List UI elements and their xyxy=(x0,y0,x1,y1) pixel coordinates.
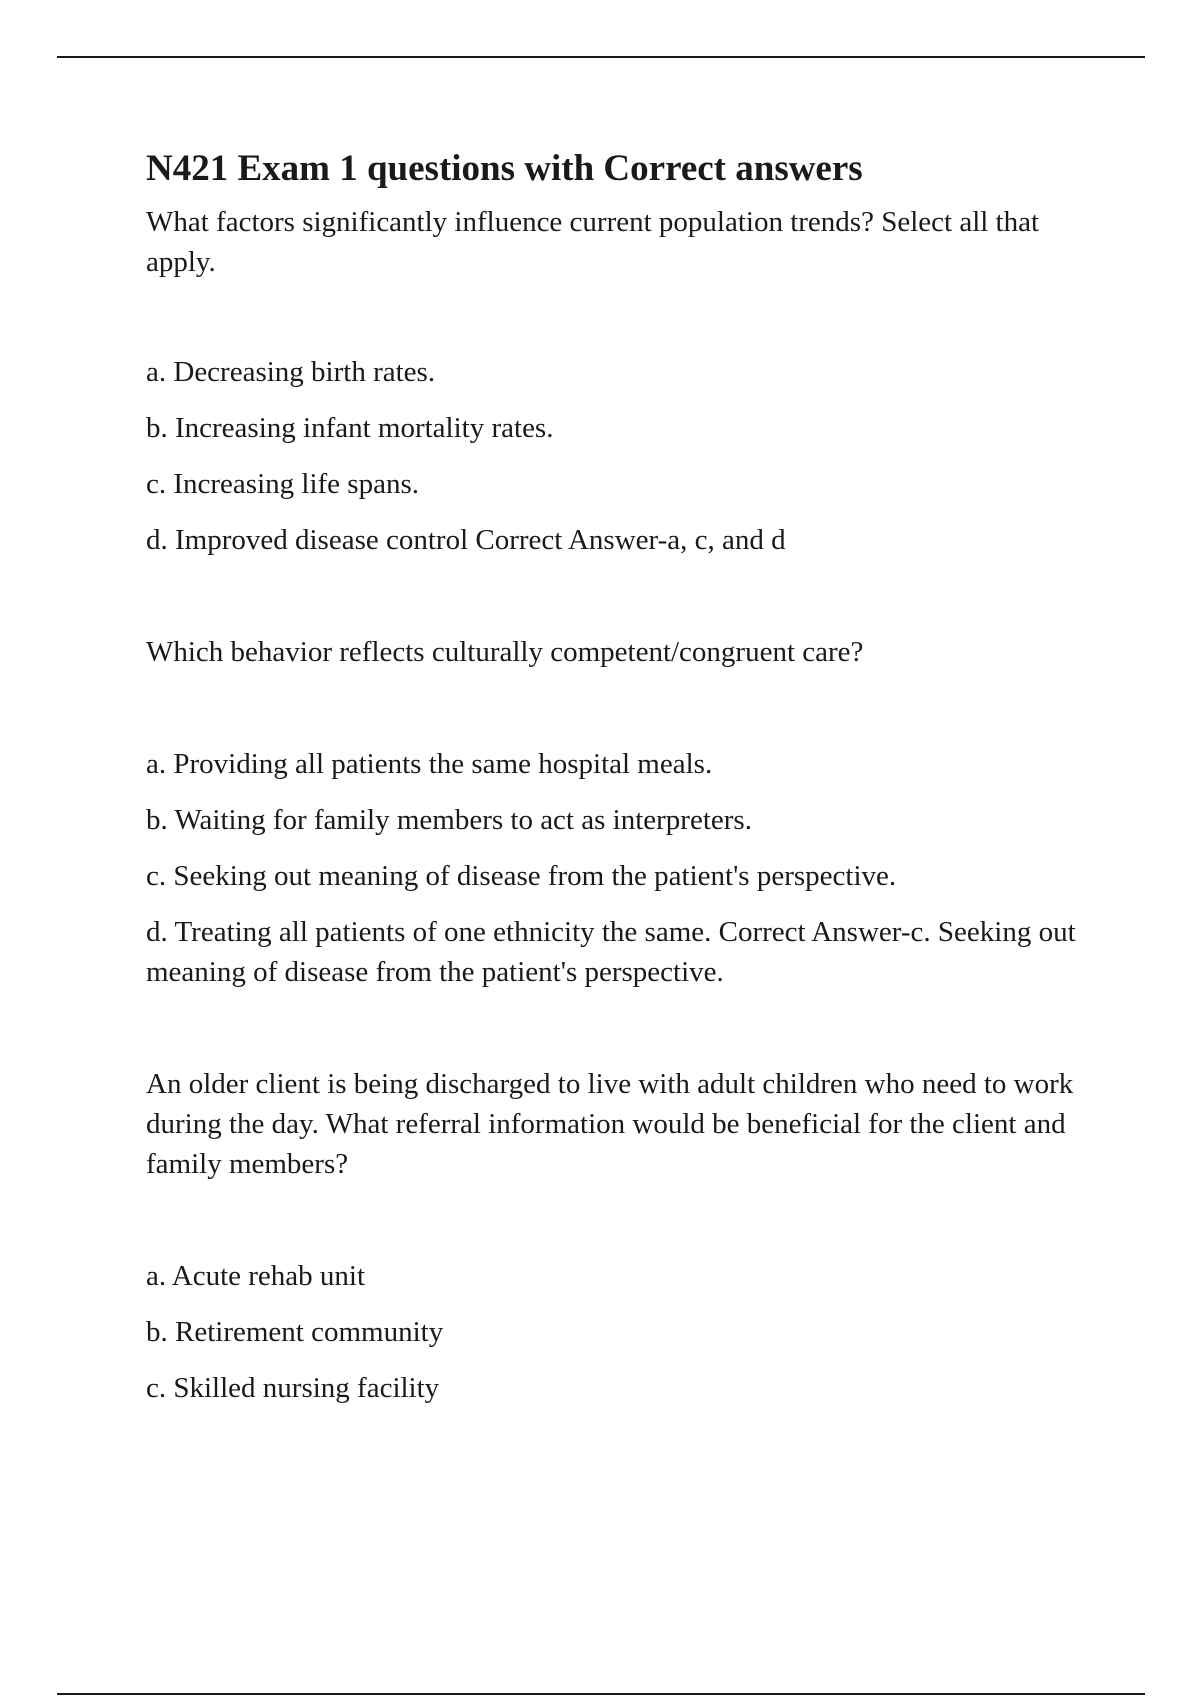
question-text: An older client is being discharged to live with adult children who need to work during the day. What referral information would be beneficial for the client and family members? xyxy=(146,1068,1074,1180)
answer-option: a. Providing all patients the same hospital meals. xyxy=(146,748,713,780)
document-title: N421 Exam 1 questions with Correct answers xyxy=(146,148,863,189)
answer-option: d. Treating all patients of one ethnicity the same. Correct Answer-c. Seeking out meaning of disease from the patient's perspective. xyxy=(146,916,1076,988)
answer-option: c. Seeking out meaning of disease from the patient's perspective. xyxy=(146,860,897,892)
question-block xyxy=(146,1064,1096,1408)
question-text: What factors significantly influence current population trends? Select all that apply. xyxy=(146,206,1040,278)
answer-option: c. Skilled nursing facility xyxy=(146,1372,440,1404)
question-block xyxy=(146,202,1096,560)
answer-option: a. Acute rehab unit xyxy=(146,1260,366,1292)
bottom-divider xyxy=(57,1693,1145,1695)
answer-option: c. Increasing life spans. xyxy=(146,468,419,500)
answer-option: d. Improved disease control Correct Answer-a, c, and d xyxy=(146,524,786,556)
question-block xyxy=(146,632,1096,992)
answer-option: b. Increasing infant mortality rates. xyxy=(146,412,554,444)
answer-option: a. Decreasing birth rates. xyxy=(146,356,436,388)
document-body xyxy=(146,140,1096,1424)
answer-option: b. Retirement community xyxy=(146,1316,444,1348)
top-divider xyxy=(57,56,1145,58)
answer-options xyxy=(146,352,1096,560)
answer-option: b. Waiting for family members to act as interpreters. xyxy=(146,804,752,836)
question-text: Which behavior reflects culturally competent/congruent care? xyxy=(146,636,864,668)
answer-options xyxy=(146,744,1096,992)
answer-options xyxy=(146,1256,1096,1408)
